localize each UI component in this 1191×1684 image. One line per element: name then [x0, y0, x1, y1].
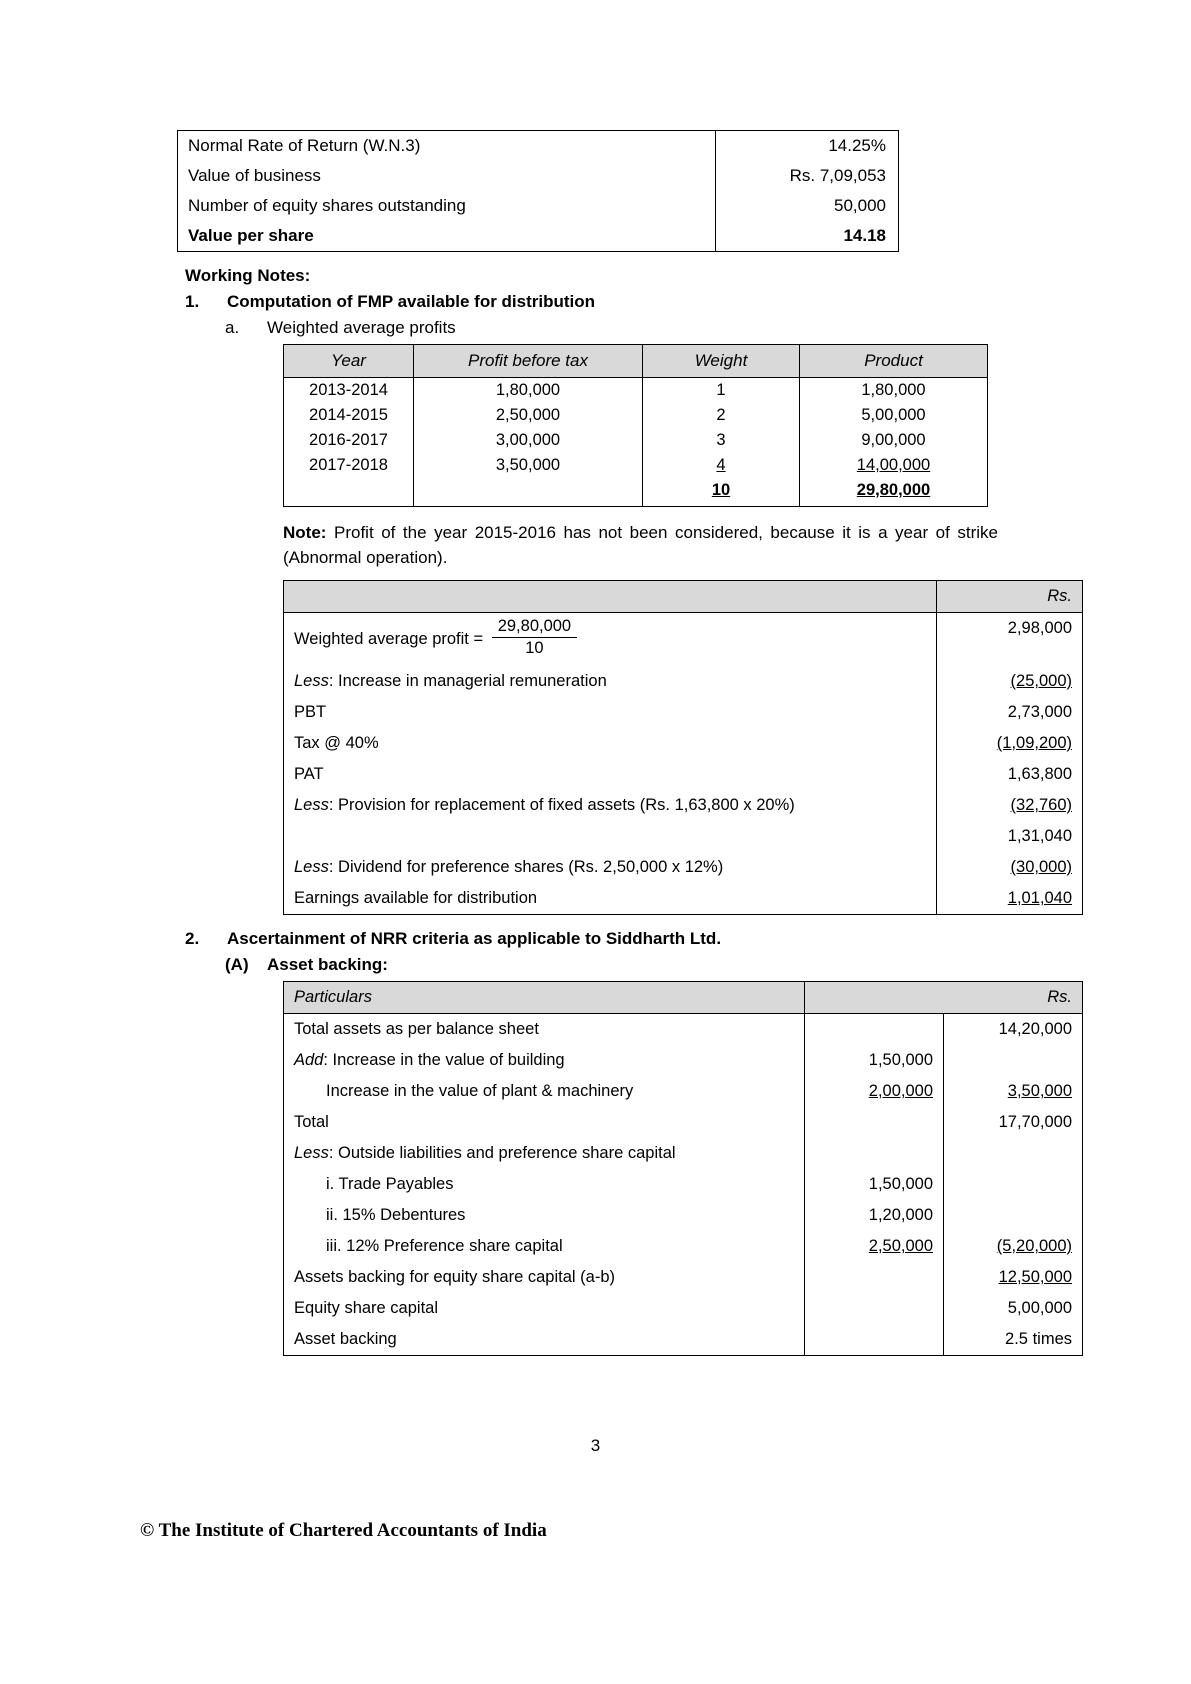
cell-label	[284, 790, 937, 821]
valuation-summary-table	[177, 130, 899, 252]
label-italic-prefix: Less	[294, 796, 329, 815]
fraction-numerator: 29,80,000	[492, 617, 577, 638]
cell-col3: 14,20,000	[944, 1014, 1083, 1046]
summary-label: Value per share	[178, 221, 716, 252]
label-rest: : Increase in the value of building	[323, 1051, 565, 1070]
table-row	[284, 1045, 1083, 1076]
cell-col2: 1,50,000	[805, 1045, 944, 1076]
table-row	[284, 403, 988, 428]
table-row	[284, 883, 1083, 915]
wn2a-label: (A)	[225, 955, 249, 975]
cell-label	[284, 883, 937, 915]
label-italic-prefix: Less	[294, 858, 329, 877]
cell-value: (25,000)	[937, 666, 1083, 697]
table-row	[284, 1138, 1083, 1169]
working-note-2	[185, 929, 1096, 949]
cell-weight: 1	[643, 378, 800, 404]
cell-value: 1,01,040	[937, 883, 1083, 915]
table-row	[284, 1200, 1083, 1231]
label-rest: : Provision for replacement of fixed assets (Rs. 1,63,800 x 20%)	[328, 796, 795, 815]
fraction-denominator: 10	[525, 639, 544, 658]
table-row	[284, 790, 1083, 821]
cell-label	[284, 1262, 805, 1293]
table-total-row	[284, 478, 988, 507]
cell-total-product: 29,80,000	[800, 478, 988, 507]
asset-backing-table	[283, 981, 1083, 1356]
wn1a-label: a.	[225, 318, 240, 337]
working-note-1	[185, 292, 1096, 312]
label-rest: : Outside liabilities and preference share capital	[328, 1144, 676, 1163]
cell-empty	[414, 478, 643, 507]
cell-value: 1,63,800	[937, 759, 1083, 790]
col-header-year: Year	[284, 345, 414, 378]
table-header-row	[284, 345, 988, 378]
wn2-title: Ascertainment of NRR criteria as applicable to Siddharth Ltd.	[227, 929, 722, 949]
cell-weighted-average-value: 2,98,000	[937, 613, 1083, 666]
label-rest: Assets backing for equity share capital (a-b)	[294, 1268, 615, 1287]
cell-label	[284, 1200, 805, 1231]
cell-label	[284, 1045, 805, 1076]
cell-product: 9,00,000	[800, 428, 988, 453]
label-italic-prefix: Less	[294, 672, 329, 691]
cell-label	[284, 1293, 805, 1324]
table-row	[284, 1262, 1083, 1293]
col-header-profit-before-tax: Profit before tax	[414, 345, 643, 378]
cell-weight: 2	[643, 403, 800, 428]
col-header-product: Product	[800, 345, 988, 378]
cell-label	[284, 1138, 805, 1169]
cell-label	[284, 1076, 805, 1107]
cell-label	[284, 821, 937, 852]
label-rest: Tax @ 40%	[294, 734, 379, 753]
copyright-footer: © The Institute of Chartered Accountants of India	[140, 1520, 547, 1541]
table-header-row	[284, 581, 1083, 613]
col-header-rs: Rs.	[937, 581, 1083, 613]
wn1-number: 1.	[185, 292, 200, 311]
cell-pbt: 3,00,000	[414, 428, 643, 453]
cell-year: 2016-2017	[284, 428, 414, 453]
cell-col2	[805, 1262, 944, 1293]
cell-col3: 5,00,000	[944, 1293, 1083, 1324]
label-rest: Asset backing	[294, 1330, 397, 1349]
page-number: 3	[590, 1436, 601, 1455]
table-row	[178, 161, 899, 191]
col-header-particulars: Particulars	[284, 982, 805, 1014]
summary-label: Value of business	[178, 161, 716, 191]
label-rest: Earnings available for distribution	[294, 889, 538, 908]
cell-product: 5,00,000	[800, 403, 988, 428]
table-row	[284, 821, 1083, 852]
cell-year: 2014-2015	[284, 403, 414, 428]
weighted-average-profits-table	[283, 344, 988, 507]
cell-total-weight: 10	[643, 478, 800, 507]
table-row	[178, 191, 899, 221]
table-row	[284, 1293, 1083, 1324]
cell-col3: 2.5 times	[944, 1324, 1083, 1356]
cell-label	[284, 666, 937, 697]
table-row	[178, 221, 899, 252]
cell-col3	[944, 1138, 1083, 1169]
cell-value: (30,000)	[937, 852, 1083, 883]
fraction	[492, 617, 577, 658]
label-italic-prefix: Less	[294, 1144, 329, 1163]
cell-col3: (5,20,000)	[944, 1231, 1083, 1262]
label-italic-prefix: Add	[294, 1051, 324, 1070]
table-row-weighted-average	[284, 613, 1083, 666]
cell-col2: 2,50,000	[805, 1231, 944, 1262]
note-label: Note:	[283, 523, 327, 542]
cell-label	[284, 1231, 805, 1262]
cell-col2: 1,50,000	[805, 1169, 944, 1200]
cell-col3: 3,50,000	[944, 1076, 1083, 1107]
label-rest: ii. 15% Debentures	[326, 1206, 466, 1225]
summary-label: Normal Rate of Return (W.N.3)	[178, 131, 716, 162]
cell-weight: 3	[643, 428, 800, 453]
summary-value: 14.18	[716, 221, 899, 252]
cell-value: (32,760)	[937, 790, 1083, 821]
label-rest: Equity share capital	[294, 1299, 438, 1318]
wn1a-title: Weighted average profits	[267, 318, 456, 337]
working-note-2a	[225, 955, 1096, 975]
cell-label	[284, 1107, 805, 1138]
label-rest: Total	[294, 1113, 329, 1132]
cell-col3	[944, 1045, 1083, 1076]
table-row	[284, 759, 1083, 790]
table-row	[284, 378, 988, 404]
table-row	[284, 728, 1083, 759]
cell-label	[284, 1014, 805, 1046]
col-header-weight: Weight	[643, 345, 800, 378]
table-row	[178, 131, 899, 162]
cell-pbt: 2,50,000	[414, 403, 643, 428]
label-rest: PBT	[294, 703, 327, 722]
cell-value: 2,73,000	[937, 697, 1083, 728]
table-row	[284, 1107, 1083, 1138]
table-row	[284, 453, 988, 478]
cell-empty	[284, 478, 414, 507]
note-paragraph	[283, 521, 998, 570]
cell-product: 14,00,000	[800, 453, 988, 478]
cell-year: 2013-2014	[284, 378, 414, 404]
cell-col2	[805, 1324, 944, 1356]
label-rest: Increase in the value of plant & machinery	[326, 1082, 634, 1101]
table-row	[284, 1169, 1083, 1200]
cell-empty-header	[284, 581, 937, 613]
col-header-blank	[805, 982, 944, 1014]
label-rest: PAT	[294, 765, 324, 784]
table-row	[284, 1014, 1083, 1046]
label-rest: : Dividend for preference shares (Rs. 2,50,000 x 12%)	[328, 858, 724, 877]
wn2a-title: Asset backing:	[267, 955, 388, 975]
cell-col3	[944, 1169, 1083, 1200]
table-row	[284, 1231, 1083, 1262]
cell-weighted-average-formula	[284, 613, 937, 666]
label-rest: i. Trade Payables	[326, 1175, 454, 1194]
wn1-title: Computation of FMP available for distribution	[227, 292, 596, 311]
cell-value: (1,09,200)	[937, 728, 1083, 759]
working-note-1a	[225, 318, 1096, 338]
working-notes-heading: Working Notes:	[185, 266, 311, 285]
cell-year: 2017-2018	[284, 453, 414, 478]
cell-label	[284, 852, 937, 883]
cell-col2	[805, 1014, 944, 1046]
cell-label	[284, 1169, 805, 1200]
table-row	[284, 428, 988, 453]
cell-col2: 2,00,000	[805, 1076, 944, 1107]
cell-col3: 12,50,000	[944, 1262, 1083, 1293]
table-row	[284, 1076, 1083, 1107]
cell-product: 1,80,000	[800, 378, 988, 404]
cell-col3: 17,70,000	[944, 1107, 1083, 1138]
table-row	[284, 1324, 1083, 1356]
summary-value: Rs. 7,09,053	[716, 161, 899, 191]
label-rest: Total assets as per balance sheet	[294, 1020, 539, 1039]
cell-col2	[805, 1107, 944, 1138]
cell-col2: 1,20,000	[805, 1200, 944, 1231]
table-header-row	[284, 982, 1083, 1014]
label-rest: iii. 12% Preference share capital	[326, 1237, 563, 1256]
col-header-rs: Rs.	[944, 982, 1083, 1014]
cell-weight: 4	[643, 453, 800, 478]
cell-col3	[944, 1200, 1083, 1231]
table-row	[284, 697, 1083, 728]
summary-value: 14.25%	[716, 131, 899, 162]
cell-col2	[805, 1293, 944, 1324]
cell-pbt: 3,50,000	[414, 453, 643, 478]
cell-label	[284, 728, 937, 759]
cell-label	[284, 1324, 805, 1356]
cell-label	[284, 759, 937, 790]
summary-value: 50,000	[716, 191, 899, 221]
cell-col2	[805, 1138, 944, 1169]
weighted-average-label: Weighted average profit =	[294, 630, 488, 649]
label-rest: : Increase in managerial remuneration	[328, 672, 607, 691]
table-row	[284, 852, 1083, 883]
table-row	[284, 666, 1083, 697]
note-text: Profit of the year 2015-2016 has not been considered, because it is a year of strike (Abnormal operation).	[283, 523, 998, 567]
wn2-number: 2.	[185, 929, 200, 949]
summary-label: Number of equity shares outstanding	[178, 191, 716, 221]
cell-pbt: 1,80,000	[414, 378, 643, 404]
fmp-computation-table	[283, 580, 1083, 915]
cell-value: 1,31,040	[937, 821, 1083, 852]
cell-label	[284, 697, 937, 728]
